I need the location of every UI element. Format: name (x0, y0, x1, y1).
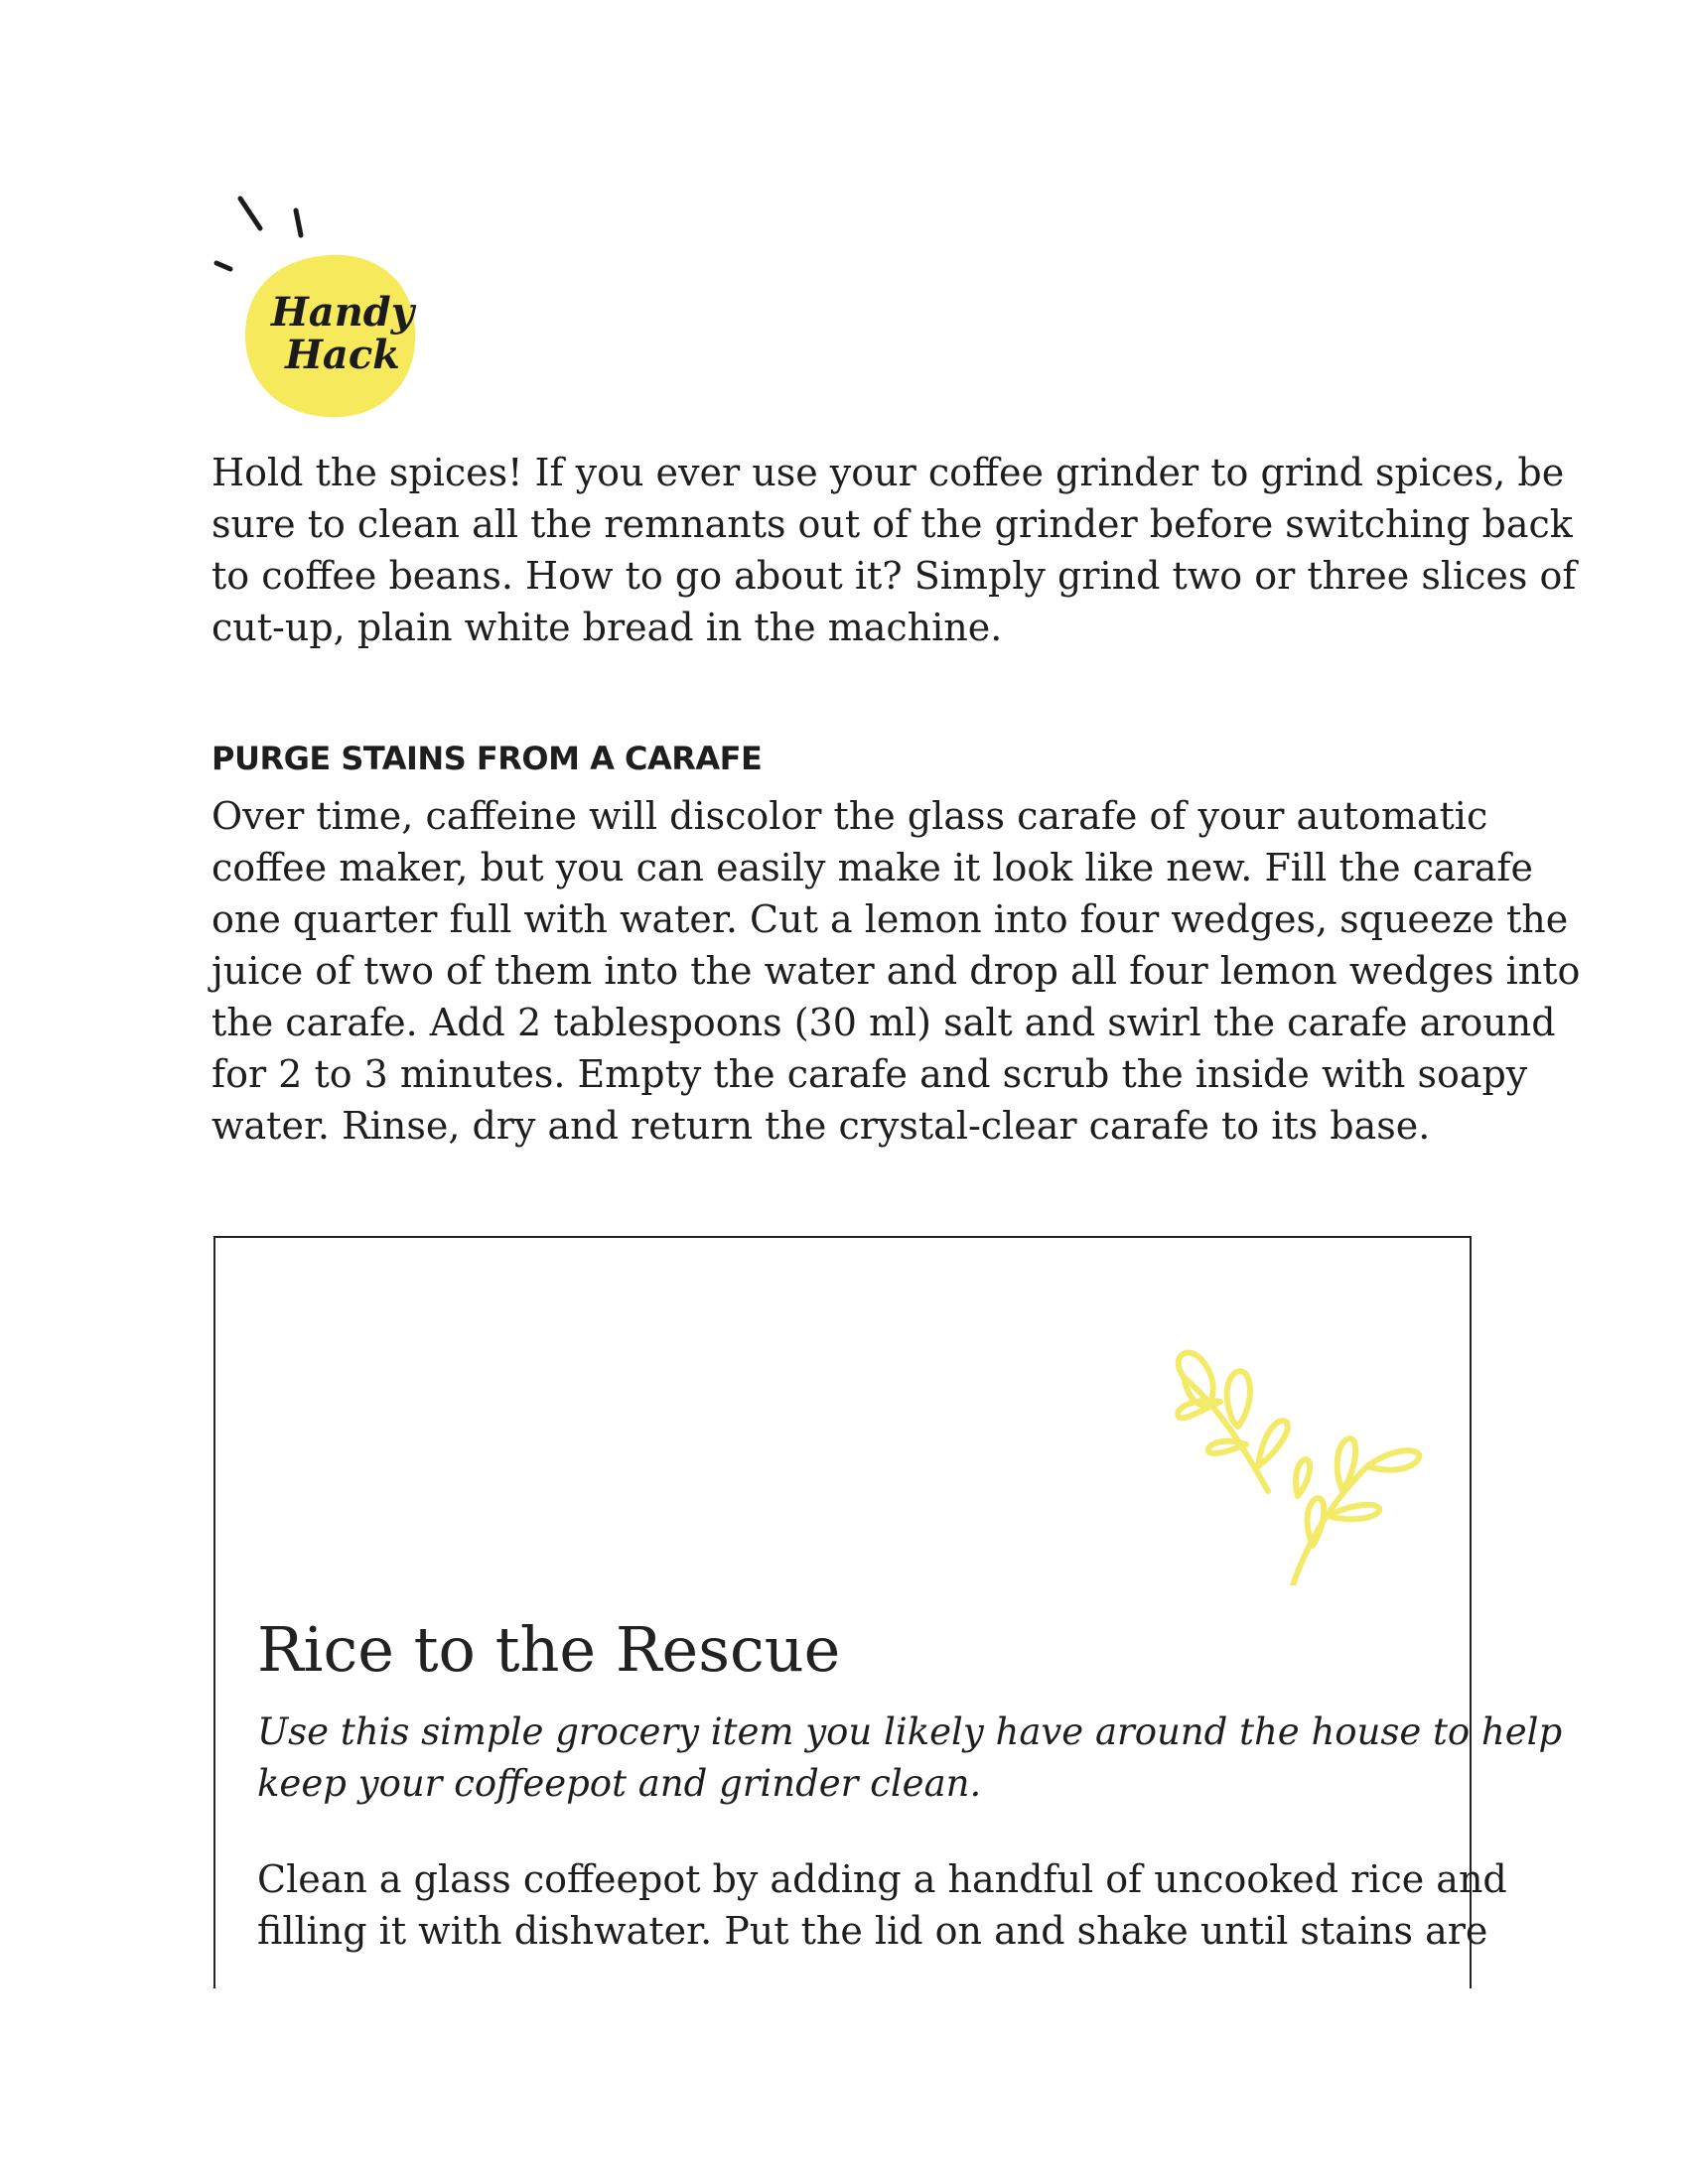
text-line: Use this simple grocery item you likely have around the house to help (257, 1710, 1563, 1753)
leaves-icon (1159, 1317, 1457, 1585)
rice-sidebar-box (213, 1236, 1563, 1988)
text-line: one quarter full with water. Cut a lemon into four wedges, squeeze the (211, 897, 1569, 941)
text-line: Hold the spices! If you ever use your coffee grinder to grind spices, be (211, 451, 1565, 494)
text-line: Over time, caffeine will discolor the glass carafe of your automatic (211, 794, 1488, 838)
sidebar-body (257, 1853, 1507, 1957)
badge-label-line: Handy (270, 289, 414, 336)
text-line: Clean a glass coffeepot by adding a handful of uncooked rice and (257, 1857, 1507, 1901)
sidebar-title: Rice to the Rescue (257, 1613, 841, 1686)
text-line: sure to clean all the remnants out of the grinder before switching back (211, 502, 1573, 546)
text-line: water. Rinse, dry and return the crystal-clear carafe to its base. (211, 1104, 1431, 1148)
text-line: cut-up, plain white bread in the machine. (211, 606, 1003, 649)
text-line: juice of two of them into the water and drop all four lemon wedges into (211, 949, 1581, 993)
section-heading: PURGE STAINS FROM A CARAFE (211, 740, 763, 777)
text-line: to coffee beans. How to go about it? Simply grind two or three slices of (211, 554, 1577, 598)
handy-hack-badge (209, 194, 427, 422)
badge-label (248, 291, 437, 376)
carafe-paragraph (211, 790, 1581, 1152)
badge-label-line: Hack (285, 332, 400, 378)
text-line: keep your coffeepot and grinder clean. (257, 1762, 982, 1805)
text-line: filling it with dishwater. Put the lid on and shake until stains are (257, 1909, 1488, 1953)
text-line: the carafe. Add 2 tablespoons (30 ml) salt and swirl the carafe around (211, 1001, 1556, 1044)
text-line: for 2 to 3 minutes. Empty the carafe and scrub the inside with soapy (211, 1052, 1528, 1096)
text-line: coffee maker, but you can easily make it look like new. Fill the carafe (211, 846, 1533, 889)
hack-paragraph (211, 447, 1577, 653)
sidebar-subtitle (257, 1706, 1563, 1810)
